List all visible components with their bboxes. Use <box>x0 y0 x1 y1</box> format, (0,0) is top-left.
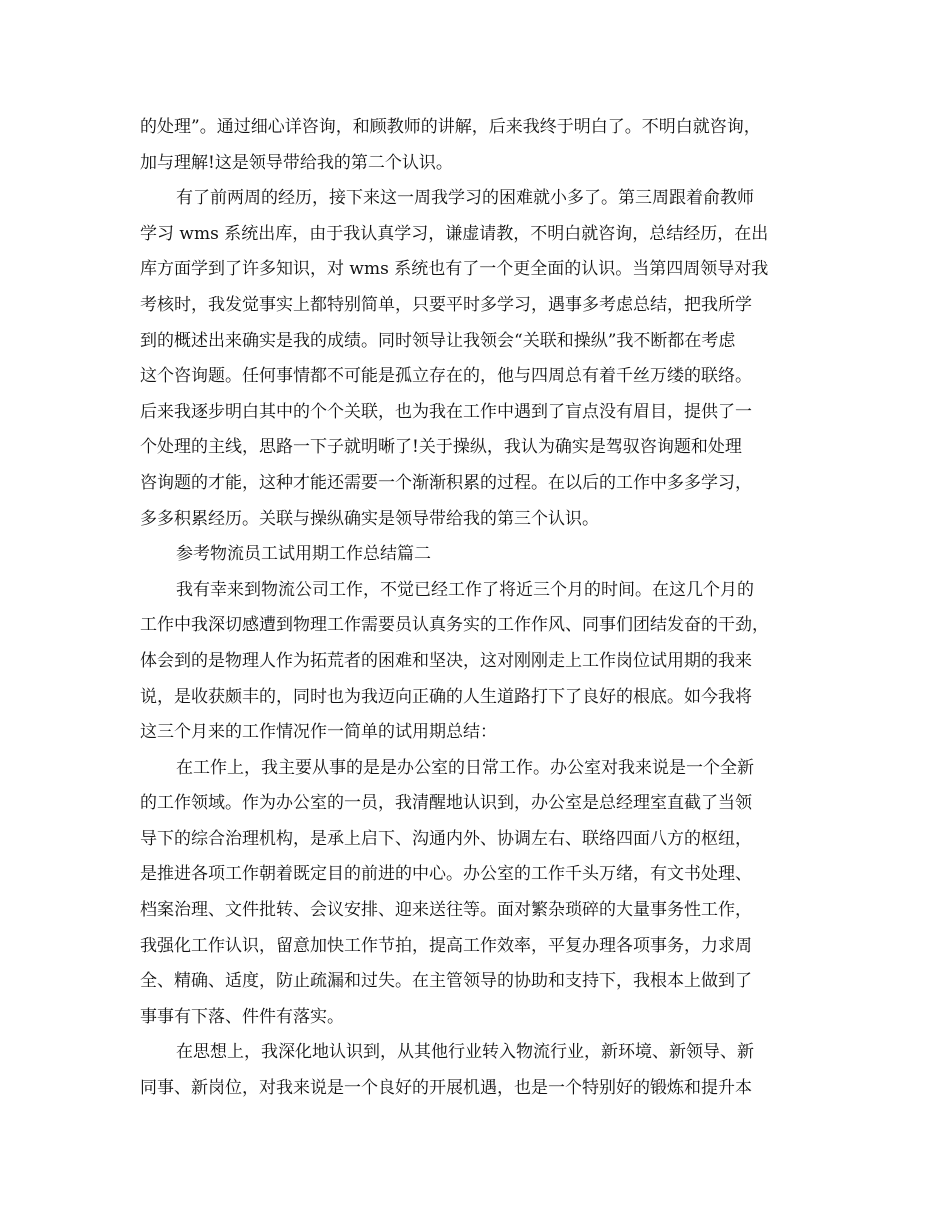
text-line: 说，是收获颇丰的，同时也为我迈向正确的人生道路打下了良好的根底。如今我将 <box>140 686 752 707</box>
text-line: 考核时，我发觉事实上都特别简单，只要平时多学习，遇事多考虑总结，把我所学 <box>140 294 752 315</box>
text-line: 加与理解!这是领导带给我的第二个认识。 <box>140 152 453 173</box>
text-line: 是推进各项工作朝着既定目的前进的中心。办公室的工作千头万绪，有文书处理、 <box>140 864 752 885</box>
text-line: 的处理”。通过细心详咨询，和顾教师的讲解，后来我终于明白了。不明白就咨询， <box>140 117 761 137</box>
text-line: 的工作领域。作为办公室的一员，我清醒地认识到，办公室是总经理室直截了当领 <box>140 793 752 814</box>
text-line: 咨询题的才能，这种才能还需要一个渐渐积累的过程。在以后的工作中多多学习， <box>140 472 752 493</box>
text-line: 我强化工作认识，留意加快工作节拍，提高工作效率，平复办理各项事务，力求周 <box>140 935 752 956</box>
text-line: 有了前两周的经历，接下来这一周我学习的困难就小多了。第三周跟着俞教师 <box>176 188 754 209</box>
text-line: 这三个月来的工作情况作一简单的试用期总结： <box>140 722 497 743</box>
document-body <box>140 110 830 1107</box>
text-line: 工作中我深切感遭到物理工作需要员认真务实的工作作风、同事们团结发奋的干劲， <box>140 615 769 636</box>
text-line: 库方面学到了许多知识，对 wms 系统也有了一个更全面的认识。当第四周领导对我 <box>140 259 769 280</box>
text-line: 事事有下落、件件有落实。 <box>140 1006 344 1027</box>
text-line: 后来我逐步明白其中的个个关联，也为我在工作中遇到了盲点没有眉目，提供了一 <box>140 401 752 422</box>
text-line: 参考物流员工试用期工作总结篇二 <box>176 544 431 565</box>
text-line: 到的概述出来确实是我的成绩。同时领导让我领会“关联和操纵”我不断都在考虑 <box>140 330 736 351</box>
text-line: 全、精确、适度，防止疏漏和过失。在主管领导的协助和支持下，我根本上做到了 <box>140 971 752 992</box>
text-line: 体会到的是物理人作为拓荒者的困难和坚决，这对刚刚走上工作岗位试用期的我来 <box>140 650 752 671</box>
text-line: 在工作上，我主要从事的是是办公室的日常工作。办公室对我来说是一个全新 <box>176 757 754 778</box>
text-line: 档案治理、文件批转、会议安排、迎来送往等。面对繁杂琐碎的大量事务性工作， <box>140 900 752 921</box>
text-line: 导下的综合治理机构，是承上启下、沟通内外、协调左右、联络四面八方的枢纽， <box>140 828 752 849</box>
text-line: 在思想上，我深化地认识到，从其他行业转入物流行业，新环境、新领导、新 <box>176 1042 754 1063</box>
text-line: 这个咨询题。任何事情都不可能是孤立存在的，他与四周总有着千丝万缕的联络。 <box>140 366 752 387</box>
text-line: 学习 wms 系统出库，由于我认真学习，谦虚请教，不明白就咨询，总结经历，在出 <box>140 223 769 244</box>
text-line: 我有幸来到物流公司工作，不觉已经工作了将近三个月的时间。在这几个月的 <box>176 579 754 600</box>
text-line: 个处理的主线，思路一下子就明晰了!关于操纵，我认为确实是驾驭咨询题和处理 <box>140 437 742 458</box>
text-line: 多多积累经历。关联与操纵确实是领导带给我的第三个认识。 <box>140 508 599 529</box>
text-line: 同事、新岗位，对我来说是一个良好的开展机遇，也是一个特别好的锻炼和提升本 <box>140 1078 752 1099</box>
